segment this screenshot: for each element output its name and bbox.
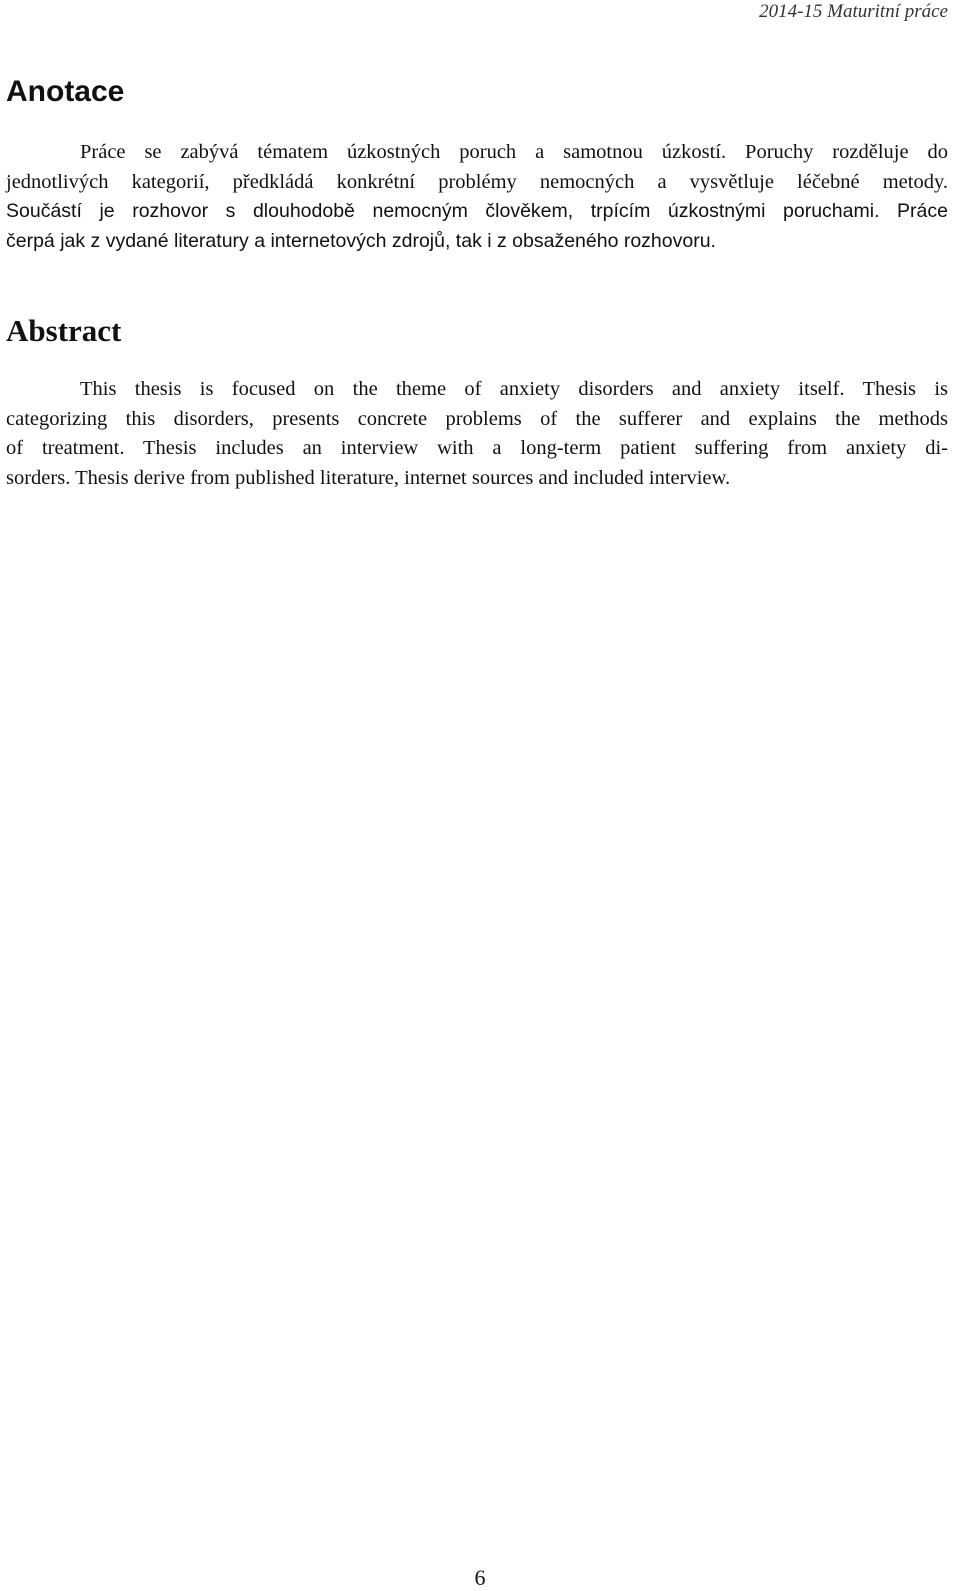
abstract-paragraph <box>6 375 948 493</box>
abstract-line-3: of treatment. Thesis includes an interview with a long-term patient suffering from anxiety di- <box>6 437 948 459</box>
anotace-line-4: čerpá jak z vydané literatury a internetových zdrojů, tak i z obsaženého rozhovoru. <box>6 229 716 252</box>
anotace-heading: Anotace <box>6 75 125 108</box>
running-header: 2014-15 Maturitní práce <box>759 1 948 22</box>
anotace-paragraph <box>6 138 948 256</box>
anotace-line-3: Součástí je rozhovor s dlouhodobě nemocným člověkem, trpícím úzkostnými poruchami. Práce <box>6 200 948 222</box>
abstract-heading: Abstract <box>6 313 122 348</box>
anotace-line-2: jednotlivých kategorií, předkládá konkrétní problémy nemocných a vysvětluje léčebné metody. <box>6 170 948 193</box>
abstract-line-1: This thesis is focused on the theme of anxiety disorders and anxiety itself. Thesis is <box>80 378 948 400</box>
abstract-line-2: categorizing this disorders, presents concrete problems of the sufferer and explains the methods <box>6 407 948 430</box>
abstract-line-4: sorders. Thesis derive from published literature, internet sources and included interview. <box>6 466 731 489</box>
anotace-line-1: Práce se zabývá tématem úzkostných poruch a samotnou úzkostí. Poruchy rozděluje do <box>80 141 948 163</box>
page-number: 6 <box>474 1565 486 1590</box>
